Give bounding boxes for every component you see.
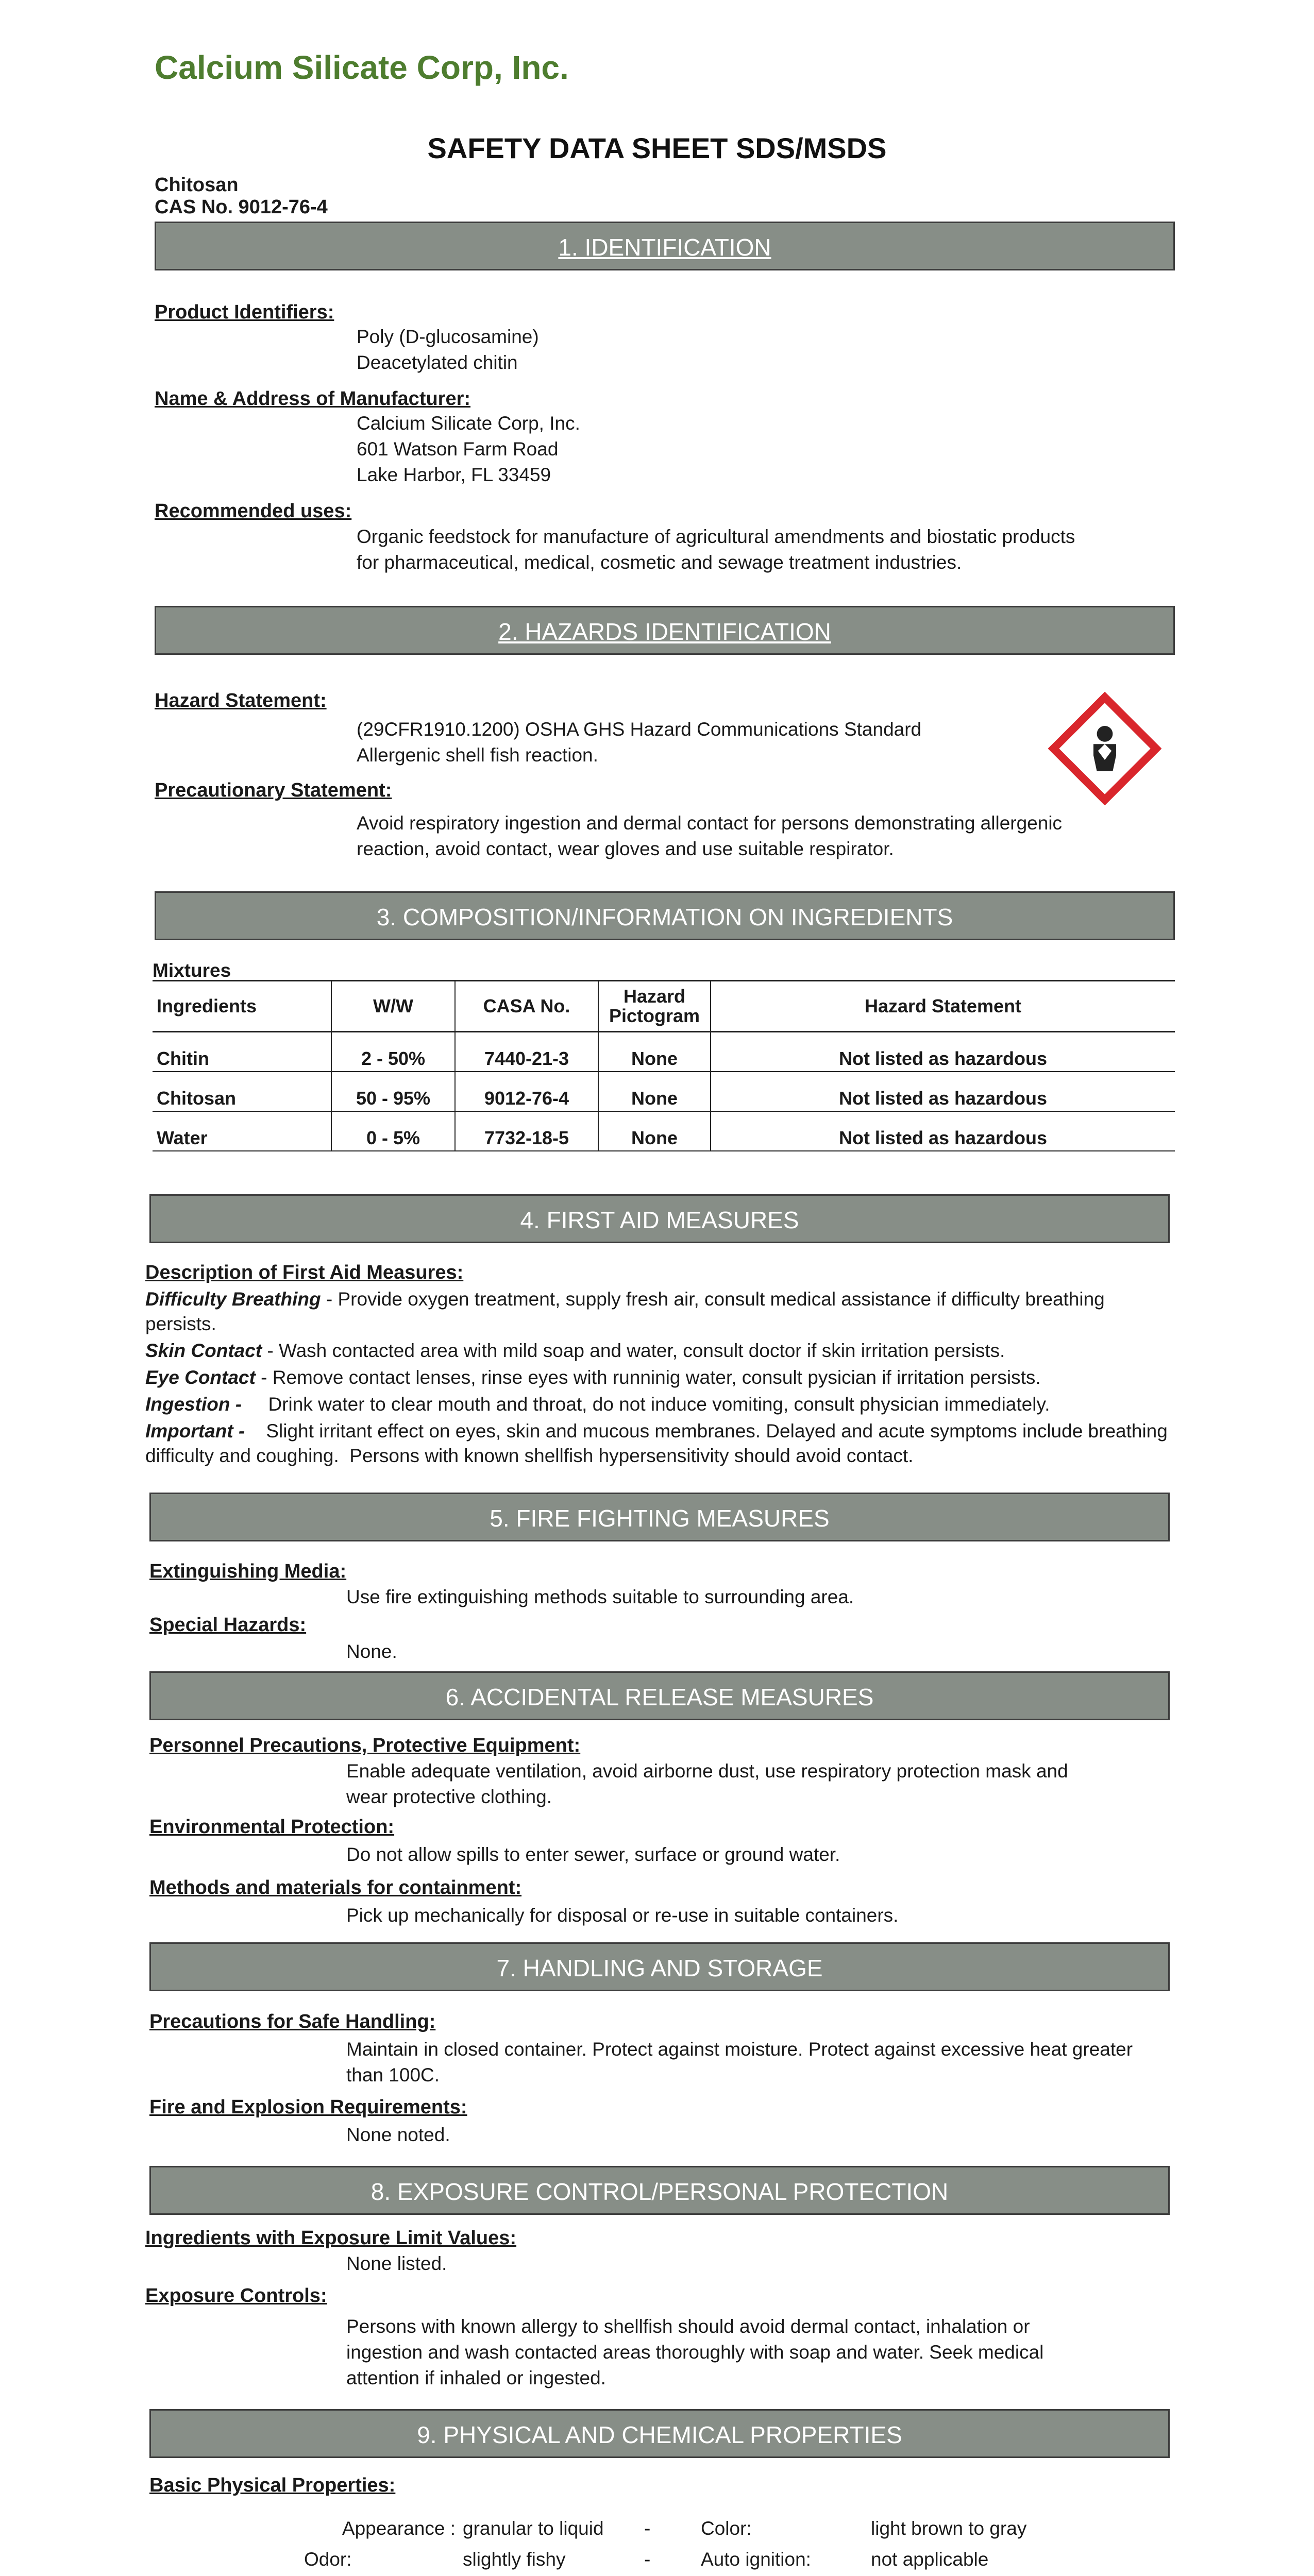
table-cell: Not listed as hazardous (711, 1072, 1175, 1111)
section-7-heading: 7. HANDLING AND STORAGE (149, 1942, 1170, 1991)
product-identifiers-label: Product Identifiers: (155, 301, 334, 323)
column-header: Hazard Pictogram (598, 981, 711, 1032)
personnel-line: Enable adequate ventilation, avoid airborne dust, use respiratory protection mask and (346, 1760, 1068, 1782)
property-value: granular to liquid (463, 2517, 604, 2539)
document-title: SAFETY DATA SHEET SDS/MSDS (427, 132, 887, 164)
section-9-heading: 9. PHYSICAL AND CHEMICAL PROPERTIES (149, 2409, 1170, 2458)
section-5-heading: 5. FIRE FIGHTING MEASURES (149, 1493, 1170, 1541)
fire-explosion-label: Fire and Explosion Requirements: (149, 2096, 467, 2118)
table-cell: 0 - 5% (331, 1111, 455, 1151)
first-aid-eye: Eye Contact - Remove contact lenses, rinse eyes with runninig water, consult pysician if irritation persists. (145, 1367, 1041, 1388)
section-3-heading: 3. COMPOSITION/INFORMATION ON INGREDIENTS (155, 891, 1175, 940)
table-cell: Not listed as hazardous (711, 1111, 1175, 1151)
exposure-controls-line: Persons with known allergy to shellfish should avoid dermal contact, inhalation or (346, 2316, 1030, 2337)
physical-properties-grid (304, 2513, 1077, 2576)
table-cell: 7732-18-5 (455, 1111, 598, 1151)
property-label: Color: (701, 2517, 752, 2539)
safe-handling-label: Precautions for Safe Handling: (149, 2011, 436, 2032)
property-label: Appearance : (342, 2517, 456, 2539)
hazard-line: Allergenic shell fish reaction. (357, 744, 598, 766)
table-row (153, 1111, 1175, 1151)
column-header: Ingredients (153, 981, 331, 1032)
property-value: not applicable (871, 2548, 989, 2570)
property-row (304, 2513, 1077, 2544)
safe-handling-line: Maintain in closed container. Protect against moisture. Protect against excessive heat greater (346, 2039, 1133, 2060)
table-cell: Not listed as hazardous (711, 1032, 1175, 1072)
containment-methods-text: Pick up mechanically for disposal or re-use in suitable containers. (346, 1905, 899, 1926)
precaution-line: reaction, avoid contact, wear gloves and use suitable respirator. (357, 838, 894, 859)
table-cell: Chitin (153, 1032, 331, 1072)
column-header: Hazard Statement (711, 981, 1175, 1032)
property-value: slightly fishy (463, 2548, 566, 2570)
basic-properties-label: Basic Physical Properties: (149, 2475, 396, 2496)
uses-line: Organic feedstock for manufacture of agricultural amendments and biostatic products (357, 526, 1075, 547)
separator: - (644, 2548, 651, 2570)
hazard-line: (29CFR1910.1200) OSHA GHS Hazard Communications Standard (357, 719, 922, 740)
column-header: W/W (331, 981, 455, 1032)
section-4-heading: 4. FIRST AID MEASURES (149, 1194, 1170, 1243)
exposure-controls-line: attention if inhaled or ingested. (346, 2367, 606, 2388)
special-hazards-label: Special Hazards: (149, 1614, 307, 1636)
manufacturer-line: 601 Watson Farm Road (357, 438, 559, 460)
first-aid-skin: Skin Contact - Wash contacted area with mild soap and water, consult doctor if skin irritation persists. (145, 1340, 1005, 1361)
special-hazards-text: None. (346, 1641, 397, 1662)
identifier-line: Poly (D-glucosamine) (357, 326, 539, 347)
table-cell: None (598, 1072, 711, 1111)
section-6-heading: 6. ACCIDENTAL RELEASE MEASURES (149, 1671, 1170, 1720)
property-row (304, 2544, 1077, 2575)
property-label: Odor: (304, 2548, 352, 2570)
recommended-uses-label: Recommended uses: (155, 500, 352, 522)
table-header-row (153, 981, 1175, 1032)
safe-handling-line: than 100C. (346, 2064, 440, 2086)
table-row (153, 1032, 1175, 1072)
personnel-precautions-label: Personnel Precautions, Protective Equipment: (149, 1735, 581, 1756)
manufacturer-line: Lake Harbor, FL 33459 (357, 464, 551, 485)
table-cell: 7440-21-3 (455, 1032, 598, 1072)
environmental-protection-text: Do not allow spills to enter sewer, surface or ground water. (346, 1844, 840, 1865)
property-label: Auto ignition: (701, 2548, 811, 2570)
table-row (153, 1072, 1175, 1111)
section-8-heading: 8. EXPOSURE CONTROL/PERSONAL PROTECTION (149, 2166, 1170, 2215)
exposure-controls-label: Exposure Controls: (145, 2285, 327, 2307)
personnel-line: wear protective clothing. (346, 1786, 552, 1807)
table-cell: Water (153, 1111, 331, 1151)
first-aid-important: Important - Slight irritant effect on eyes, skin and mucous membranes. Delayed and acute symptoms include breathing difficulty and coughing. Persons with known shellfish hypersensitivity should avoid contact. (145, 1420, 1173, 1467)
precautionary-statement-label: Precautionary Statement: (155, 779, 392, 801)
table-cell: 50 - 95% (331, 1072, 455, 1111)
exposure-limits-text: None listed. (346, 2253, 447, 2274)
section-1-heading: 1. IDENTIFICATION (155, 222, 1175, 270)
table-cell: 2 - 50% (331, 1032, 455, 1072)
first-aid-ingestion: Ingestion - Drink water to clear mouth and throat, do not induce vomiting, consult physician immediately. (145, 1394, 1050, 1415)
exposure-limits-label: Ingredients with Exposure Limit Values: (145, 2227, 517, 2249)
precaution-line: Avoid respiratory ingestion and dermal contact for persons demonstrating allergenic (357, 812, 1063, 834)
composition-table (153, 980, 1175, 1151)
product-name: Chitosan (155, 174, 239, 196)
table-cell: None (598, 1111, 711, 1151)
section-2-heading: 2. HAZARDS IDENTIFICATION (155, 606, 1175, 655)
identifier-line: Deacetylated chitin (357, 352, 518, 373)
containment-methods-label: Methods and materials for containment: (149, 1877, 522, 1899)
mixtures-label: Mixtures (153, 960, 231, 981)
cas-number: CAS No. 9012-76-4 (155, 196, 328, 218)
separator: - (644, 2517, 651, 2539)
hazard-statement-label: Hazard Statement: (155, 690, 327, 711)
first-aid-breathing: Difficulty Breathing - Provide oxygen treatment, supply fresh air, consult medical assistance if difficulty breathing persists. (145, 1289, 1105, 1335)
table-cell: 9012-76-4 (455, 1072, 598, 1111)
manufacturer-label: Name & Address of Manufacturer: (155, 388, 471, 410)
fire-explosion-text: None noted. (346, 2124, 450, 2145)
property-value: light brown to gray (871, 2517, 1027, 2539)
first-aid-description-label: Description of First Aid Measures: (145, 1262, 464, 1283)
table-cell: None (598, 1032, 711, 1072)
uses-line: for pharmaceutical, medical, cosmetic and sewage treatment industries. (357, 552, 962, 573)
exposure-controls-line: ingestion and wash contacted areas thoroughly with soap and water. Seek medical (346, 2342, 1044, 2363)
extinguishing-media-text: Use fire extinguishing methods suitable to surrounding area. (346, 1586, 854, 1607)
company-name: Calcium Silicate Corp, Inc. (155, 49, 569, 86)
environmental-protection-label: Environmental Protection: (149, 1816, 395, 1838)
manufacturer-line: Calcium Silicate Corp, Inc. (357, 413, 580, 434)
health-hazard-icon (1048, 692, 1161, 805)
extinguishing-media-label: Extinguishing Media: (149, 1561, 347, 1582)
table-cell: Chitosan (153, 1072, 331, 1111)
column-header: CASA No. (455, 981, 598, 1032)
